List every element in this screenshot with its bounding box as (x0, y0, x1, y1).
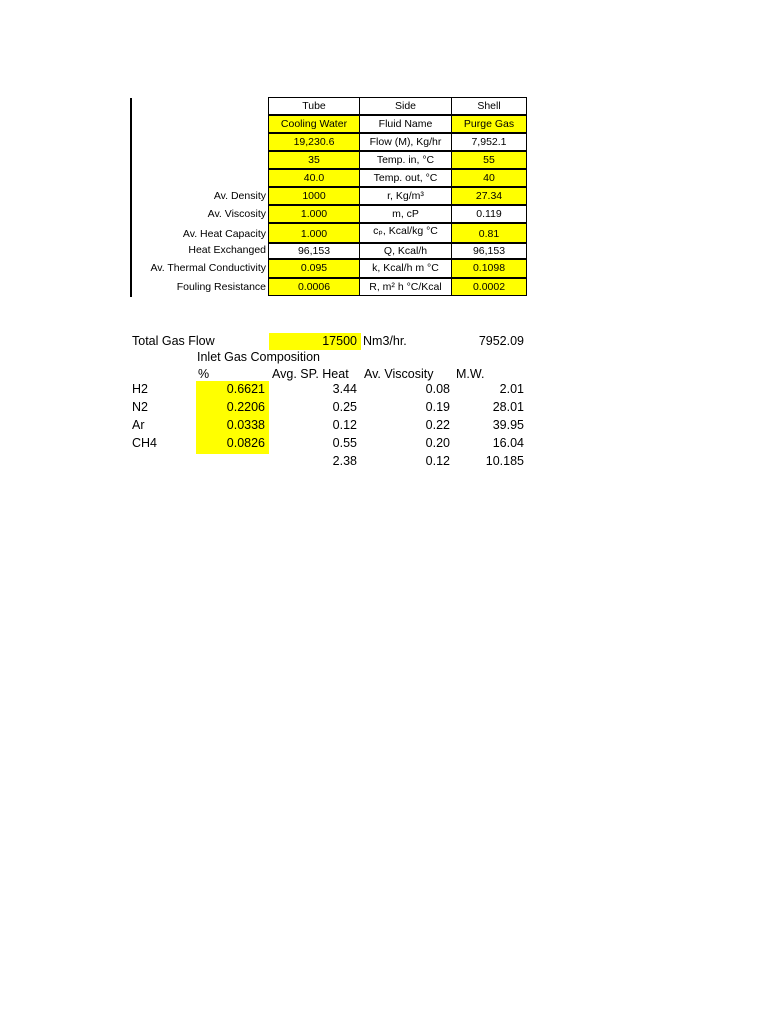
component-sp-heat: 0.25 (332, 400, 357, 414)
column-header-viscosity: Av. Viscosity (364, 367, 434, 381)
tube-cell: 35 (268, 151, 360, 169)
row-label (133, 115, 266, 133)
shell-cell: 0.1098 (451, 259, 527, 278)
component-name: Ar (132, 418, 145, 432)
tube-cell: 19,230.6 (268, 133, 360, 151)
row-label: Heat Exchanged (188, 244, 266, 256)
component-name: CH4 (132, 436, 158, 450)
total-gas-flow-unit: Nm3/hr. (363, 334, 407, 348)
total-sp-heat: 2.38 (332, 454, 357, 468)
left-border-line (130, 98, 132, 297)
tube-cell: 40.0 (268, 169, 360, 187)
side-cell: r, Kg/m³ (359, 187, 452, 205)
shell-cell: 27.34 (451, 187, 527, 205)
component-mw: 16.04 (492, 436, 524, 450)
column-header-percent: % (198, 367, 210, 381)
component-mw: 2.01 (499, 382, 524, 396)
component-percent: 0.2206 (226, 400, 265, 414)
shell-cell: 40 (451, 169, 527, 187)
row-label (133, 151, 266, 169)
side-cell: Flow (M), Kg/hr (359, 133, 452, 151)
tube-cell: 96,153 (268, 243, 360, 259)
component-viscosity: 0.20 (425, 436, 450, 450)
column-header-sp-heat: Avg. SP. Heat (272, 367, 349, 381)
total-gas-flow-label: Total Gas Flow (132, 334, 215, 348)
side-cell: cₚ, Kcal/kg °C (359, 223, 452, 243)
row-label: Av. Viscosity (207, 208, 266, 220)
component-sp-heat: 0.55 (332, 436, 357, 450)
side-cell: Temp. in, °C (359, 151, 452, 169)
side-cell: R, m² h °C/Kcal (359, 278, 452, 296)
component-percent: 0.6621 (226, 382, 265, 396)
composition-title: Inlet Gas Composition (197, 350, 320, 364)
header-shell: Shell (451, 97, 527, 115)
component-percent: 0.0826 (226, 436, 265, 450)
tube-cell: 0.0006 (268, 278, 360, 296)
component-percent: 0.0338 (226, 418, 265, 432)
row-label: Av. Thermal Conductivity (150, 262, 266, 274)
row-label (133, 133, 266, 151)
side-cell: Fluid Name (359, 115, 452, 133)
component-viscosity: 0.19 (425, 400, 450, 414)
header-tube: Tube (268, 97, 360, 115)
total-viscosity: 0.12 (425, 454, 450, 468)
side-cell: k, Kcal/h m °C (359, 259, 452, 278)
tube-cell: 0.095 (268, 259, 360, 278)
row-label: Fouling Resistance (176, 281, 266, 293)
side-cell: Q, Kcal/h (359, 243, 452, 259)
row-label: Av. Density (213, 190, 266, 202)
tube-cell: Cooling Water (268, 115, 360, 133)
tube-cell: 1000 (268, 187, 360, 205)
component-sp-heat: 0.12 (332, 418, 357, 432)
side-cell: m, cP (359, 205, 452, 223)
tube-cell: 1.000 (268, 223, 360, 243)
component-sp-heat: 3.44 (332, 382, 357, 396)
shell-cell: Purge Gas (451, 115, 527, 133)
row-label: Av. Heat Capacity (182, 228, 266, 240)
shell-cell: 96,153 (451, 243, 527, 259)
row-label (133, 169, 266, 187)
total-gas-flow-value: 17500 (322, 334, 357, 348)
shell-cell: 0.119 (451, 205, 527, 223)
component-viscosity: 0.22 (425, 418, 450, 432)
component-viscosity: 0.08 (425, 382, 450, 396)
tube-cell: 1.000 (268, 205, 360, 223)
header-side: Side (359, 97, 452, 115)
shell-cell: 55 (451, 151, 527, 169)
total-gas-mass-flow: 7952.09 (478, 334, 524, 348)
shell-cell: 0.0002 (451, 278, 527, 296)
shell-cell: 0.81 (451, 223, 527, 243)
shell-cell: 7,952.1 (451, 133, 527, 151)
total-mw: 10.185 (485, 454, 524, 468)
side-cell: Temp. out, °C (359, 169, 452, 187)
component-name: H2 (132, 382, 148, 396)
component-name: N2 (132, 400, 148, 414)
component-mw: 39.95 (492, 418, 524, 432)
component-mw: 28.01 (492, 400, 524, 414)
column-header-mw: M.W. (456, 367, 485, 381)
